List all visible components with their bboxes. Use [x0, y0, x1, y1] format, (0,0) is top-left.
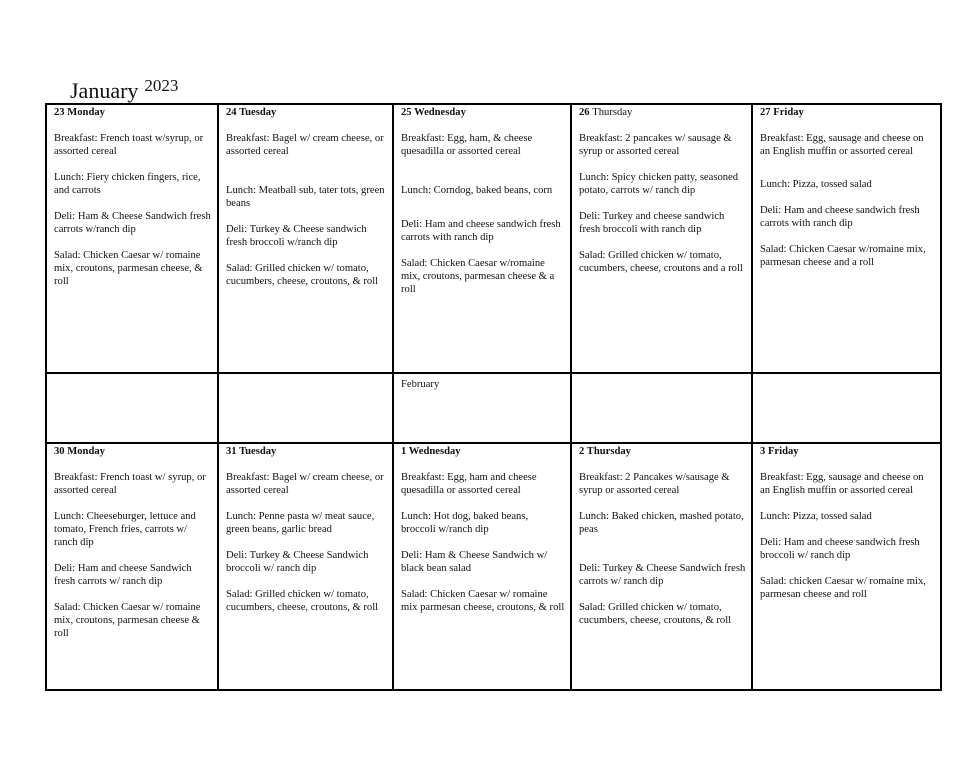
deli-item: Deli: Ham and cheese sandwich fresh carrots with ranch dip	[760, 205, 920, 229]
day-cell	[393, 104, 571, 373]
salad-item: Salad: Chicken Caesar w/ romaine mix, croutons, parmesan cheese & roll	[54, 602, 201, 639]
day-cell	[46, 104, 218, 373]
day-header: 3 Friday	[760, 446, 799, 457]
empty-cell	[571, 373, 752, 443]
breakfast-item: Breakfast: Egg, sausage and cheese on an English muffin or assorted cereal	[760, 472, 924, 496]
day-header: 30 Monday	[54, 446, 105, 457]
empty-cell	[46, 373, 218, 443]
separator-row	[46, 373, 941, 443]
lunch-item: Lunch: Hot dog, baked beans, broccoli w/ranch dip	[401, 511, 529, 535]
day-header: 31 Tuesday	[226, 446, 277, 457]
deli-item: Deli: Turkey & Cheese Sandwich broccoli w/ ranch dip	[226, 550, 369, 574]
empty-cell	[752, 373, 941, 443]
calendar-title	[70, 78, 178, 104]
day-header: 1 Wednesday	[401, 446, 461, 457]
day-cell	[218, 104, 393, 373]
day-cell	[571, 104, 752, 373]
deli-item: Deli: Turkey & Cheese Sandwich fresh carrots w/ ranch dip	[579, 563, 746, 587]
day-header: 2 Thursday	[579, 446, 631, 457]
deli-item: Deli: Turkey & Cheese sandwich fresh broccoli w/ranch dip	[226, 224, 367, 248]
lunch-item: Lunch: Pizza, tossed salad	[760, 179, 872, 190]
day-cell	[393, 443, 571, 690]
deli-item: Deli: Turkey and cheese sandwich fresh broccoli with ranch dip	[579, 211, 725, 235]
menu-calendar	[45, 103, 942, 691]
breakfast-item: Breakfast: Egg, ham and cheese quesadilla or assorted cereal	[401, 472, 537, 496]
month-label: January	[70, 78, 139, 103]
salad-item: Salad: Grilled chicken w/ tomato, cucumbers, cheese, croutons and a roll	[579, 250, 743, 274]
breakfast-item: Breakfast: Bagel w/ cream cheese, or assorted cereal	[226, 472, 384, 496]
year-label: 2023	[144, 76, 179, 95]
breakfast-item: Breakfast: 2 pancakes w/ sausage & syrup or assorted cereal	[579, 133, 732, 157]
breakfast-item: Breakfast: Egg, sausage and cheese on an English muffin or assorted cereal	[760, 133, 924, 157]
week-row	[46, 443, 941, 690]
lunch-item: Lunch: Baked chicken, mashed potato, peas	[579, 511, 744, 535]
deli-item: Deli: Ham and cheese sandwich fresh carrots with ranch dip	[401, 219, 561, 243]
deli-item: Deli: Ham & Cheese Sandwich fresh carrots w/ranch dip	[54, 211, 211, 235]
day-header: 24 Tuesday	[226, 107, 277, 118]
breakfast-item: Breakfast: Bagel w/ cream cheese, or assorted cereal	[226, 133, 384, 157]
deli-item: Deli: Ham & Cheese Sandwich w/ black bean salad	[401, 550, 548, 574]
day-header: 23 Monday	[54, 107, 105, 118]
lunch-item: Lunch: Fiery chicken fingers, rice, and carrots	[54, 172, 201, 196]
salad-item: Salad: Chicken Caesar w/ romaine mix, croutons, parmesan cheese, & roll	[54, 250, 203, 287]
salad-item: Salad: Chicken Caesar w/ romaine mix parmesan cheese, croutons, & roll	[401, 589, 565, 613]
lunch-item: Lunch: Pizza, tossed salad	[760, 511, 872, 522]
salad-item: Salad: chicken Caesar w/ romaine mix, parmesan cheese and roll	[760, 576, 926, 600]
breakfast-item: Breakfast: French toast w/ syrup, or assorted cereal	[54, 472, 206, 496]
salad-item: Salad: Grilled chicken w/ tomato, cucumbers, cheese, croutons, & roll	[226, 589, 379, 613]
day-header: 26 Thursday	[579, 107, 633, 118]
lunch-item: Lunch: Spicy chicken patty, seasoned potato, carrots w/ ranch dip	[579, 172, 739, 196]
salad-item: Salad: Grilled chicken w/ tomato, cucumbers, cheese, croutons, & roll	[226, 263, 379, 287]
deli-item: Deli: Ham and cheese sandwich fresh broccoli w/ ranch dip	[760, 537, 920, 561]
day-cell	[571, 443, 752, 690]
day-cell	[46, 443, 218, 690]
salad-item: Salad: Grilled chicken w/ tomato, cucumbers, cheese, croutons, & roll	[579, 602, 732, 626]
salad-item: Salad: Chicken Caesar w/romaine mix, parmesan cheese and a roll	[760, 244, 926, 268]
week-row	[46, 104, 941, 373]
lunch-item: Lunch: Corndog, baked beans, corn	[401, 185, 553, 196]
salad-item: Salad: Chicken Caesar w/romaine mix, croutons, parmesan cheese & a roll	[401, 258, 555, 295]
day-header: 27 Friday	[760, 107, 804, 118]
lunch-item: Lunch: Meatball sub, tater tots, green beans	[226, 185, 385, 209]
day-cell	[752, 104, 941, 373]
lunch-item: Lunch: Cheeseburger, lettuce and tomato, French fries, carrots w/ ranch dip	[54, 511, 196, 548]
deli-item: Deli: Ham and cheese Sandwich fresh carrots w/ ranch dip	[54, 563, 192, 587]
breakfast-item: Breakfast: 2 Pancakes w/sausage & syrup or assorted cereal	[579, 472, 730, 496]
lunch-item: Lunch: Penne pasta w/ meat sauce, green beans, garlic bread	[226, 511, 375, 535]
breakfast-item: Breakfast: French toast w/syrup, or assorted cereal	[54, 133, 204, 157]
empty-cell	[218, 373, 393, 443]
day-cell	[752, 443, 941, 690]
february-label: February	[393, 373, 571, 443]
breakfast-item: Breakfast: Egg, ham, & cheese quesadilla or assorted cereal	[401, 133, 533, 157]
day-header: 25 Wednesday	[401, 107, 466, 118]
day-cell	[218, 443, 393, 690]
